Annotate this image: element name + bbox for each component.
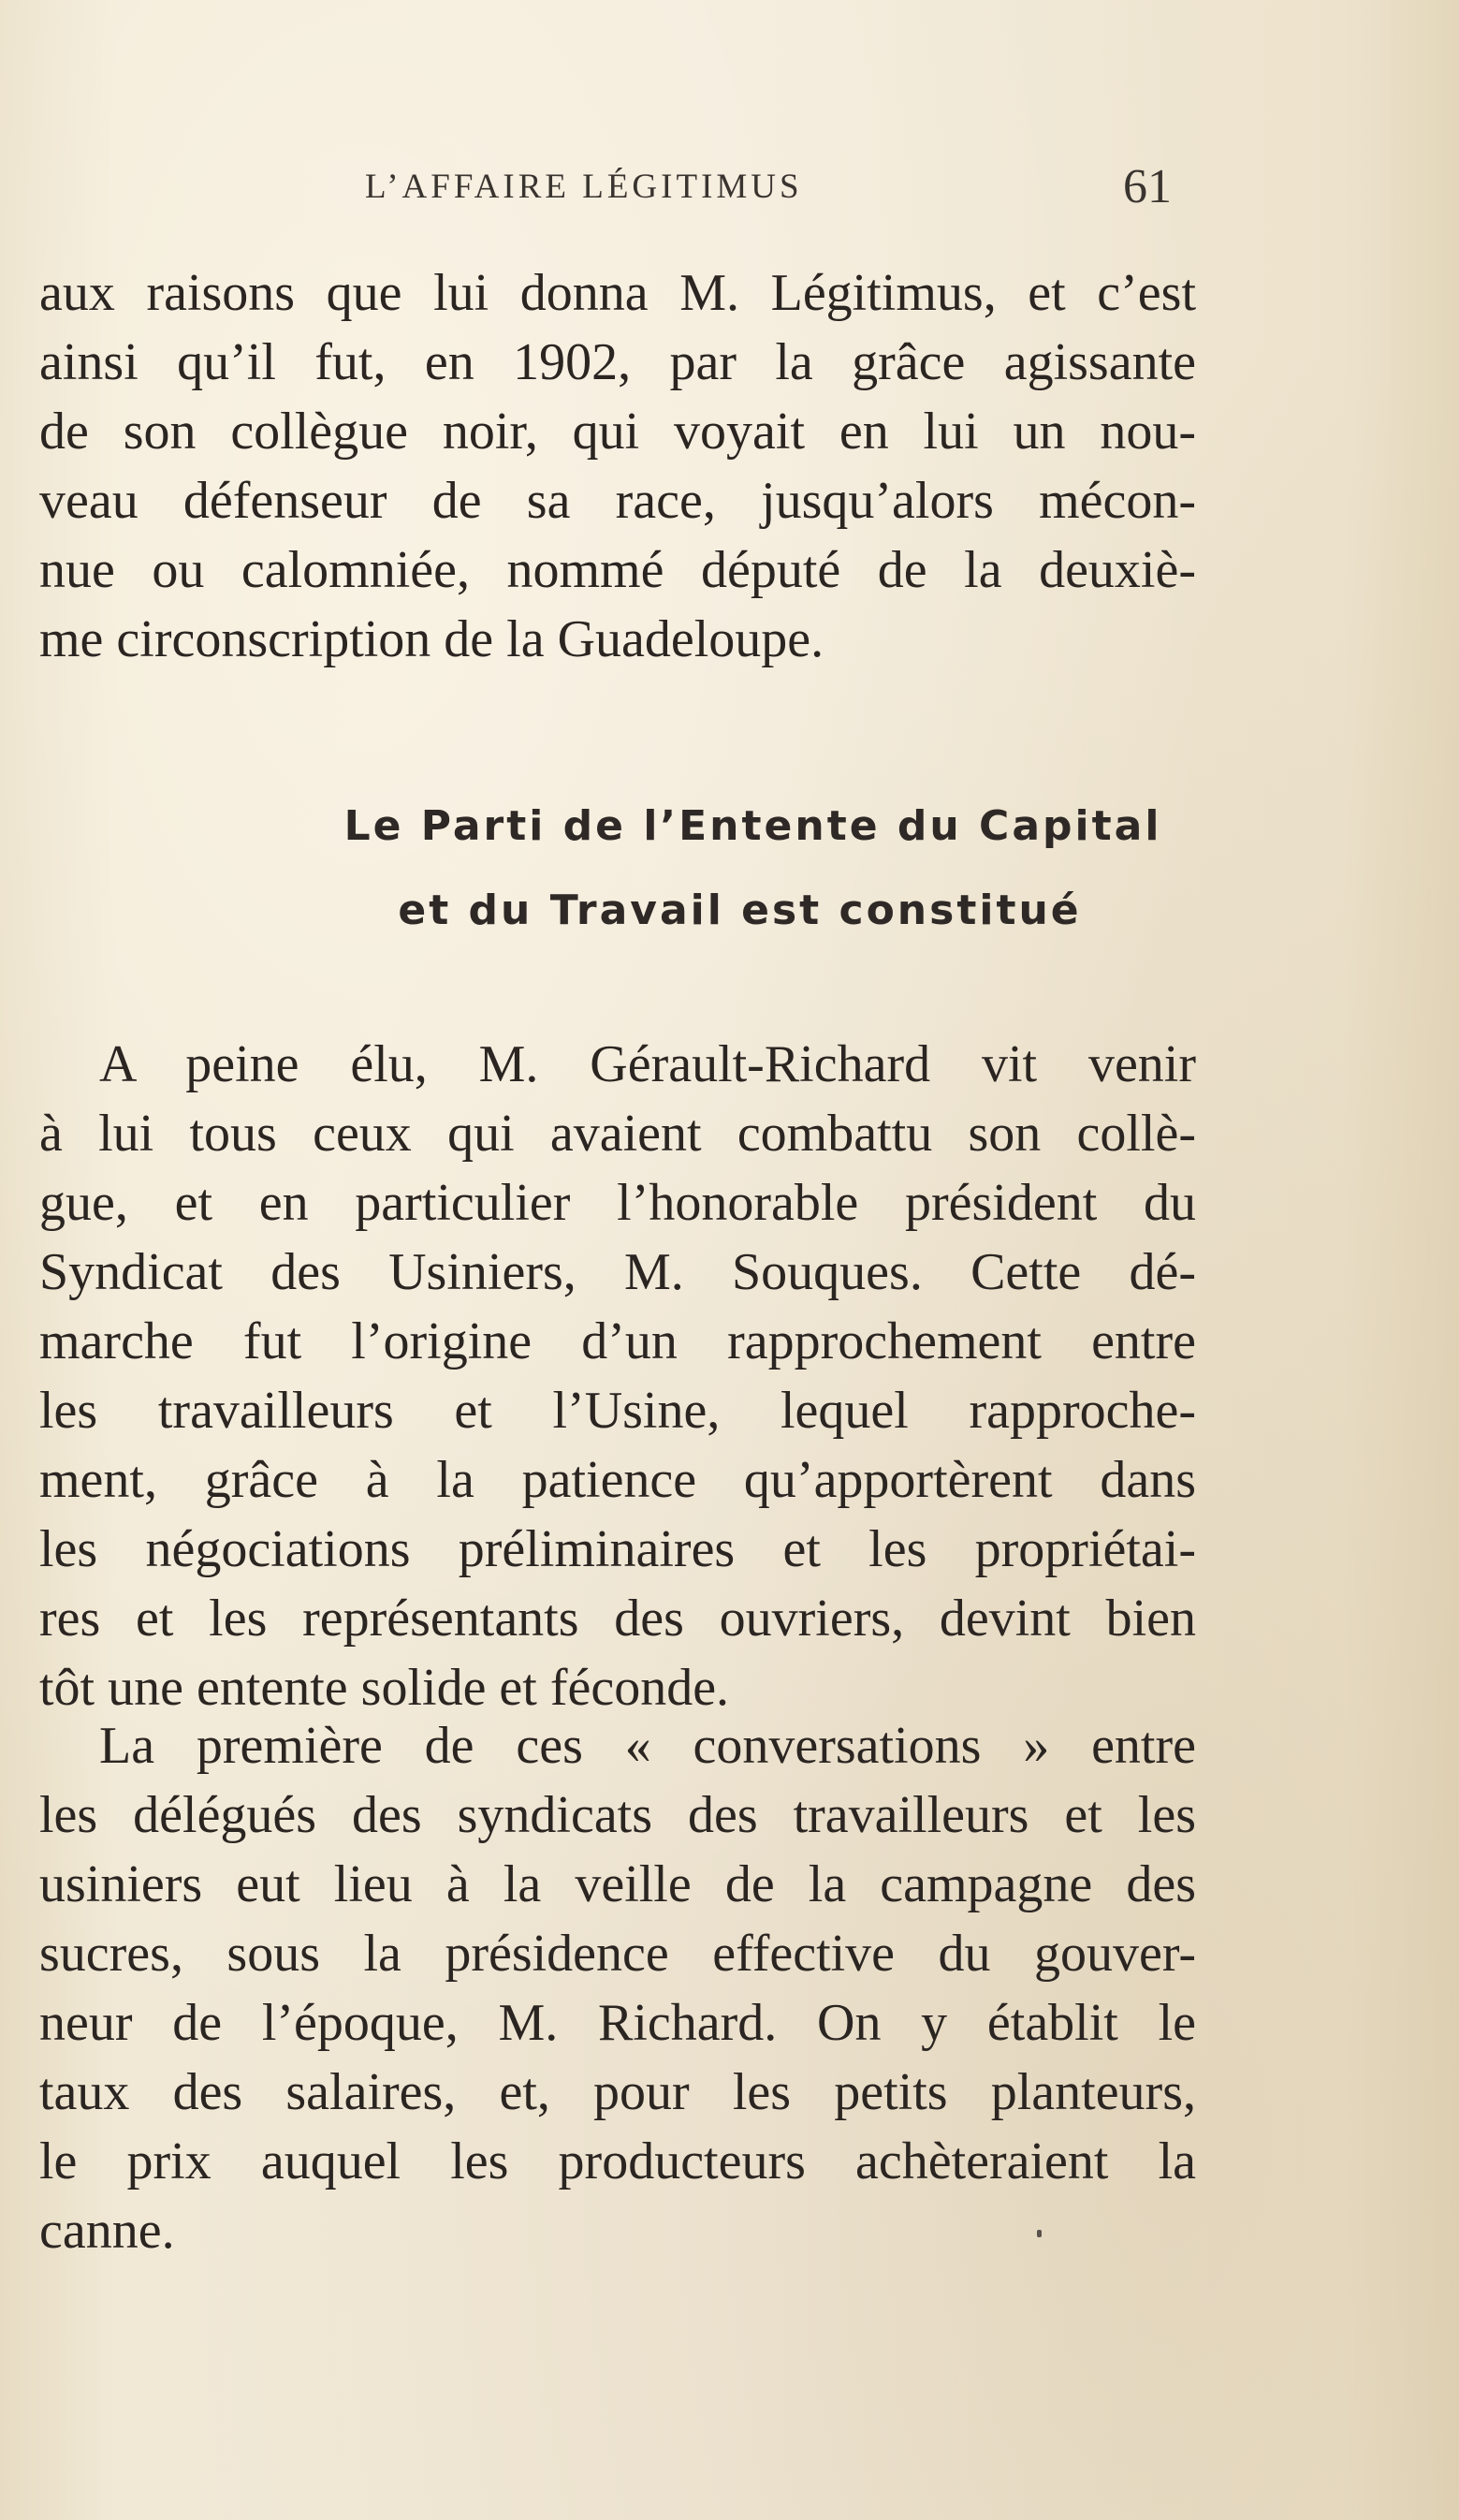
paragraph-2 <box>39 1030 1196 1722</box>
text-line: les négociations préliminaires et les propriétai- <box>39 1520 1196 1578</box>
running-title: L’AFFAIRE LÉGITIMUS <box>365 168 803 206</box>
text-line: me circonscription de la Guadeloupe. <box>39 610 824 668</box>
section-heading-line-1: Le Parti de l’Entente du Capital <box>343 802 1162 850</box>
text-line: usiniers eut lieu à la veille de la campagne des <box>39 1855 1196 1913</box>
text-line: aux raisons que lui donna M. Légitimus, et c’est <box>39 264 1196 322</box>
text-line: les délégués des syndicats des travailleurs et les <box>39 1786 1196 1844</box>
ink-speck <box>1037 2230 1042 2237</box>
page-number: 61 <box>1123 160 1172 213</box>
text-line: ainsi qu’il fut, en 1902, par la grâce agissante <box>39 333 1196 391</box>
text-line: veau défenseur de sa race, jusqu’alors mécon- <box>39 472 1196 530</box>
text-line: La première de ces « conversations » entre <box>99 1717 1196 1775</box>
section-heading-line-2: et du Travail est constitué <box>398 886 1082 934</box>
paragraph-1 <box>39 258 1196 674</box>
text-line: le prix auquel les producteurs achèteraient la <box>39 2132 1196 2190</box>
text-line: les travailleurs et l’Usine, lequel rapproche- <box>39 1382 1196 1440</box>
text-line: tôt une entente solide et féconde. <box>39 1659 730 1717</box>
page-header <box>0 159 1459 215</box>
text-line: gue, et en particulier l’honorable président du <box>39 1174 1196 1232</box>
text-line: marche fut l’origine d’un rapprochement entre <box>39 1312 1196 1370</box>
text-line: à lui tous ceux qui avaient combattu son collè- <box>39 1105 1196 1163</box>
text-line: taux des salaires, et, pour les petits planteurs, <box>39 2063 1196 2121</box>
text-line: canne. <box>39 2202 175 2260</box>
text-line: res et les représentants des ouvriers, devint bien <box>39 1590 1196 1648</box>
text-line: de son collègue noir, qui voyait en lui un nou- <box>39 403 1196 461</box>
text-line: nue ou calomniée, nommé député de la deuxiè- <box>39 541 1196 599</box>
paragraph-3 <box>39 1711 1196 2265</box>
text-line: neur de l’époque, M. Richard. On y établit le <box>39 1994 1196 2052</box>
text-line: sucres, sous la présidence effective du gouver- <box>39 1925 1196 1983</box>
text-line: ment, grâce à la patience qu’apportèrent dans <box>39 1451 1196 1509</box>
text-line: A peine élu, M. Gérault-Richard vit venir <box>99 1035 1196 1093</box>
section-heading <box>0 784 1459 953</box>
text-line: Syndicat des Usiniers, M. Souques. Cette dé- <box>39 1243 1196 1301</box>
